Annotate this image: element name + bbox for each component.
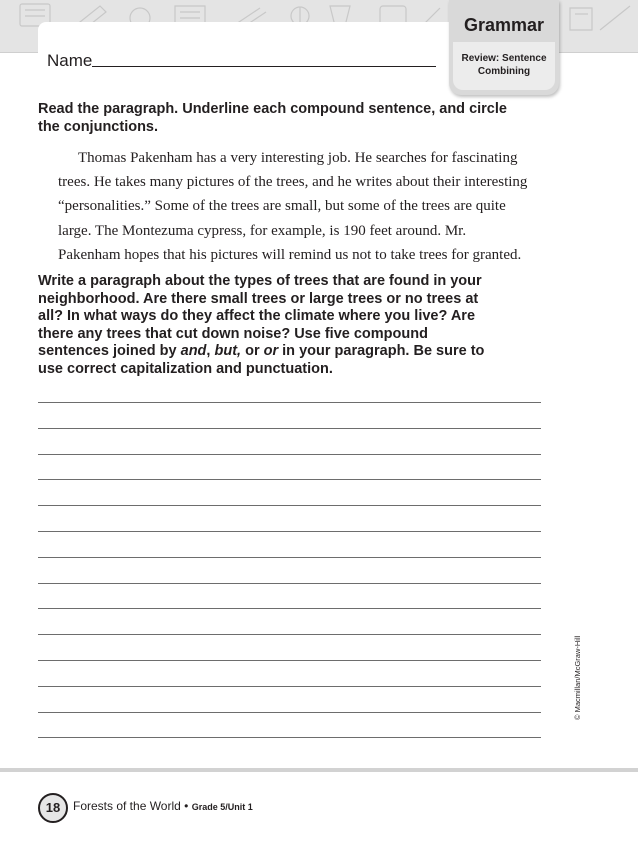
- instructions-2: [38, 273, 498, 378]
- writing-line[interactable]: [38, 428, 541, 429]
- word-but: but,: [214, 343, 242, 359]
- name-field[interactable]: [92, 66, 436, 67]
- grammar-subtitle: [449, 52, 559, 78]
- writing-line[interactable]: [38, 454, 541, 455]
- separator: or: [241, 343, 264, 359]
- instructions-1: Read the paragraph. Underline each compound sentence, and circle the conjunctions.: [38, 101, 507, 135]
- reading-paragraph: Thomas Pakenham has a very interesting job. He searches for fascinating trees. He takes many pictures of the trees, and he writes about their interesting “personalities.” Some of the trees are small, but some of the trees are quite large. The Montezuma cypress, for example, is 190 feet around. Mr. Pakenham hopes that his pictures will remind us not to take trees for granted.: [58, 150, 528, 263]
- writing-line[interactable]: [38, 402, 541, 403]
- writing-line[interactable]: [38, 712, 541, 713]
- writing-line[interactable]: [38, 608, 541, 609]
- book-title: Forests of the World: [73, 799, 181, 813]
- word-and: and: [180, 343, 207, 359]
- footer-band: [0, 768, 638, 772]
- word-or: or: [263, 343, 279, 359]
- writing-line[interactable]: [38, 737, 541, 738]
- writing-line[interactable]: [38, 505, 541, 506]
- writing-line[interactable]: [38, 660, 541, 661]
- grammar-subtitle-line2: Combining: [477, 66, 531, 77]
- separator: ,: [206, 343, 215, 359]
- writing-line[interactable]: [38, 557, 541, 558]
- instructions-2-text: Write a paragraph about the types of trees that are found in your neighborhood. Are there small trees or large trees or no trees at all? In what ways do they affect the climate where you live? Are there any trees that cut down noise? Use five compound sentences joined by: [38, 273, 482, 359]
- writing-line[interactable]: [38, 686, 541, 687]
- grade-unit: Grade 5/Unit 1: [191, 802, 253, 812]
- grammar-subtitle-line1: Review: Sentence: [461, 53, 547, 64]
- footer-bullet: •: [184, 799, 189, 813]
- copyright-notice: © Macmillan/McGraw-Hill: [573, 635, 582, 720]
- footer: [73, 799, 253, 813]
- page-number: 18: [38, 793, 68, 823]
- writing-line[interactable]: [38, 479, 541, 480]
- writing-line[interactable]: [38, 583, 541, 584]
- instructions-2-text-end: in your paragraph. Be sure to use correct capitalization and punctuation.: [38, 343, 485, 377]
- grammar-tab: [449, 0, 559, 95]
- grammar-title: Grammar: [463, 15, 545, 35]
- writing-line[interactable]: [38, 531, 541, 532]
- name-label: Name: [47, 51, 93, 70]
- writing-line[interactable]: [38, 634, 541, 635]
